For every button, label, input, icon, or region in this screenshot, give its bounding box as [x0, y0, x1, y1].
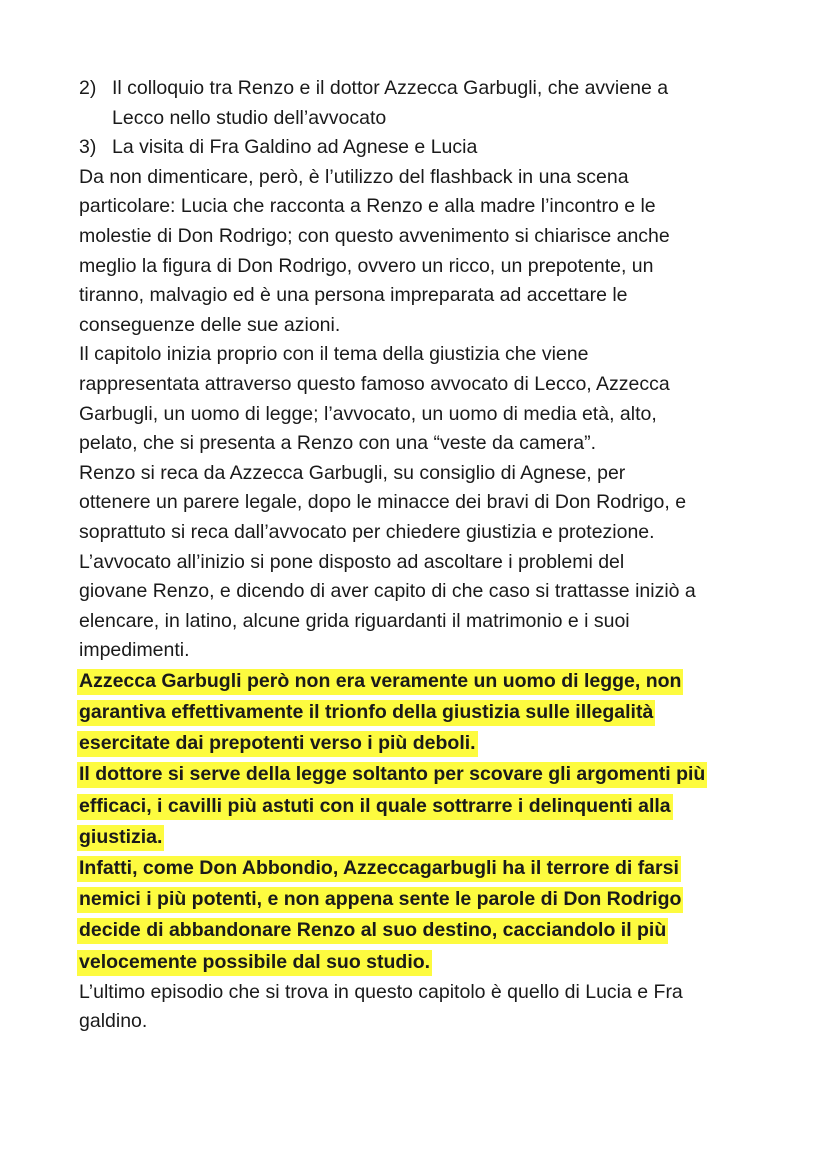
paragraph-lawyer — [79, 548, 769, 666]
list-item-line: 3) La visita di Fra Galdino ad Agnese e Lucia — [79, 133, 769, 163]
text-line: conseguenze delle sue azioni. — [79, 313, 341, 336]
text-line: soprattuto si reca dall’avvocato per chiedere giustizia e protezione. — [79, 520, 655, 543]
text-line: impedimenti. — [79, 639, 190, 662]
text-line: galdino. — [79, 1010, 148, 1033]
highlighted-line: nemici i più potenti, e non appena sente le parole di Don Rodrigo — [79, 884, 769, 915]
paragraph-last-episode — [79, 978, 769, 1037]
highlighted-line: giustizia. — [79, 822, 769, 853]
highlighted-line: velocemente possibile dal suo studio. — [79, 947, 769, 978]
list-item-number: 2) — [79, 77, 97, 99]
document-page — [79, 74, 769, 1037]
highlighted-line: garantiva effettivamente il trionfo della giustizia sulle illegalità — [79, 697, 769, 728]
highlighted-line: efficaci, i cavilli più astuti con il quale sottrarre i delinquenti alla — [79, 791, 769, 822]
text-line: Il capitolo inizia proprio con il tema della giustizia che viene — [79, 343, 589, 366]
text-line: elencare, in latino, alcune grida riguardanti il matrimonio e i suoi — [79, 609, 630, 632]
text-line: giovane Renzo, e dicendo di aver capito di che caso si trattasse iniziò a — [79, 580, 696, 603]
list-item — [79, 74, 769, 133]
numbered-list — [79, 74, 769, 163]
list-item-number: 3) — [79, 136, 97, 159]
text-line: pelato, che si presenta a Renzo con una “veste da camera”. — [79, 432, 597, 455]
text-line: Da non dimenticare, però, è l’utilizzo del flashback in una scena — [79, 165, 629, 188]
paragraph-renzo-visit — [79, 459, 769, 548]
highlighted-line: Azzecca Garbugli però non era veramente un uomo di legge, non — [79, 666, 769, 697]
paragraph-flashback — [79, 163, 769, 341]
text-line: Renzo si reca da Azzecca Garbugli, su consiglio di Agnese, per — [79, 461, 626, 484]
text-line: meglio la figura di Don Rodrigo, ovvero un ricco, un prepotente, un — [79, 254, 654, 277]
highlighted-line: decide di abbandonare Renzo al suo destino, cacciandolo il più — [79, 915, 769, 946]
highlighted-line: Il dottore si serve della legge soltanto per scovare gli argomenti più — [79, 759, 769, 790]
text-line: L’avvocato all’inizio si pone disposto ad ascoltare i problemi del — [79, 550, 625, 573]
list-item-line: Lecco nello studio dell’avvocato — [112, 106, 387, 129]
text-line: ottenere un parere legale, dopo le minacce dei bravi di Don Rodrigo, e — [79, 491, 687, 514]
paragraph-chapter-intro — [79, 340, 769, 458]
highlighted-line: Infatti, come Don Abbondio, Azzeccagarbugli ha il terrore di farsi — [79, 853, 769, 884]
text-line: rappresentata attraverso questo famoso avvocato di Lecco, Azzecca — [79, 372, 670, 395]
highlighted-line: esercitate dai prepotenti verso i più deboli. — [79, 728, 769, 759]
list-item — [79, 133, 769, 163]
text-line: molestie di Don Rodrigo; con questo avvenimento si chiarisce anche — [79, 224, 670, 247]
list-item-line: 2) Il colloquio tra Renzo e il dottor Azzecca Garbugli, che avviene a — [79, 74, 769, 104]
highlighted-block — [79, 666, 769, 978]
text-line: L’ultimo episodio che si trova in questo capitolo è quello di Lucia e Fra — [79, 980, 683, 1003]
text-line: Garbugli, un uomo di legge; l’avvocato, un uomo di media età, alto, — [79, 402, 657, 425]
text-line: particolare: Lucia che racconta a Renzo e alla madre l’incontro e le — [79, 195, 656, 218]
text-line: tiranno, malvagio ed è una persona impreparata ad accettare le — [79, 284, 628, 307]
